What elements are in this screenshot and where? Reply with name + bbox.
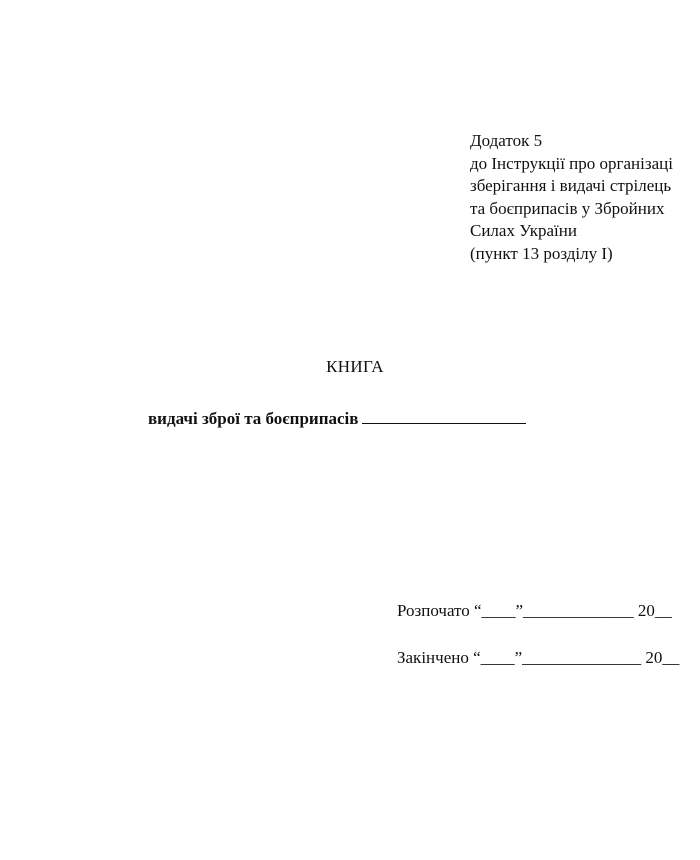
end-date-line: Закінчено “____”______________ 20__	[397, 648, 680, 667]
appendix-line: Додаток 5	[470, 131, 543, 150]
subtitle-text: видачі зброї та боєприпасів	[148, 409, 359, 428]
document-title: КНИГА	[326, 357, 384, 376]
appendix-line: зберігання і видачі стрілець	[470, 176, 672, 195]
document-subtitle	[148, 406, 526, 429]
appendix-line: Силах України	[470, 221, 577, 240]
appendix-reference	[470, 130, 673, 265]
appendix-line: до Інструкції про організаці	[470, 153, 673, 173]
subtitle-blank-line	[362, 406, 526, 424]
appendix-line: (пункт 13 розділу І)	[470, 243, 613, 263]
start-date-line: Розпочато “____”_____________ 20__	[397, 601, 672, 620]
appendix-line: та боєприпасів у Збройних	[470, 198, 665, 218]
